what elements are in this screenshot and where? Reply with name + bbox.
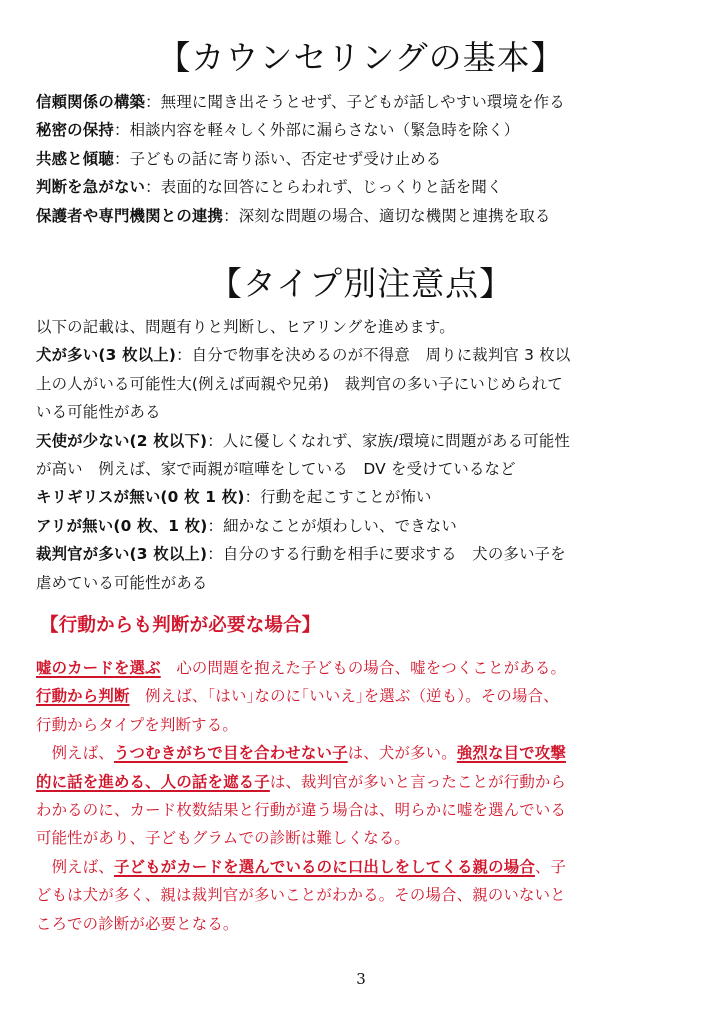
type-term: 犬が多い(3 枚以上)	[36, 346, 177, 365]
behavior-paragraph	[36, 682, 682, 710]
type-term: 天使が少ない(2 枚以下)	[36, 431, 208, 450]
behavior-paragraph	[36, 739, 682, 767]
behavior-term: 嘘のカードを選ぶ	[36, 659, 161, 677]
page-number: 3	[356, 970, 366, 988]
type-desc: ：細かなことが煩わしい、できない	[207, 516, 457, 535]
behavior-highlight: うつむきがちで目を合わせない子	[113, 744, 348, 763]
basics-term: 秘密の保持	[36, 121, 114, 140]
type-desc: ：行動を起こすことが怖い	[244, 488, 432, 507]
behavior-term: 行動から判断	[36, 687, 130, 706]
behavior-text: わかるのに、カード枚数結果と行動が違う場合は、明らかに嘘を選んでいる	[36, 801, 567, 820]
behavior-paragraph	[36, 654, 682, 682]
behavior-text: 可能性があり、子どもグラムでの診断は難しくなる。	[36, 829, 411, 848]
behavior-paragraph-line	[36, 768, 682, 796]
type-term: 裁判官が多い(3 枚以上)	[36, 545, 208, 564]
type-desc-continued: が高い 例えば、家で両親が喧嘩をしている DV を受けているなど	[36, 460, 516, 479]
type-item-dog	[36, 341, 682, 369]
behavior-text: 例えば、	[36, 744, 114, 763]
separator: ：	[145, 178, 161, 197]
basics-list	[36, 88, 682, 230]
basics-desc: 表面的な回答にとらわれず、じっくりと話を聞く	[160, 178, 503, 197]
behavior-highlight: 強烈な目で攻撃	[456, 744, 566, 763]
behavior-highlight: 的に話を進める、人の話を遮る子	[36, 772, 270, 791]
basics-term: 信頼関係の構築	[36, 93, 146, 111]
type-item-grasshopper	[36, 483, 682, 511]
basics-item	[36, 145, 682, 173]
separator: ：	[113, 149, 130, 168]
type-notes-list	[36, 313, 682, 597]
type-notes-intro: 以下の記載は、問題有りと判断し、ヒアリングを進めます。	[36, 318, 455, 336]
counseling-basics-title: 【カウンセリングの基本】	[157, 38, 565, 77]
type-item-angel	[36, 427, 682, 455]
basics-item	[36, 88, 682, 116]
type-notes-title: 【タイプ別注意点】	[208, 264, 514, 303]
behavior-text: は、犬が多い。	[347, 744, 457, 763]
basics-desc: 相談内容を軽々しく外部に漏らさない（緊急時を除く）	[129, 121, 520, 140]
type-desc-continued: いる可能性がある	[36, 403, 161, 422]
behavior-text: 例えば、	[36, 857, 114, 876]
basics-term: 共感と傾聴	[36, 149, 114, 168]
type-term: アリが無い(0 枚、1 枚)	[36, 516, 208, 535]
separator: ：	[223, 206, 239, 225]
basics-term: 保護者や専門機関との連携	[36, 206, 224, 225]
behavior-text: 例えば、｢はい｣なのに｢いいえ｣を選ぶ（逆も）。その場合、	[129, 687, 559, 706]
separator: ：	[113, 121, 130, 140]
behavior-highlight: 子どもがカードを選んでいるのに口出しをしてくる親の場合	[113, 857, 535, 876]
type-item-ant	[36, 512, 682, 540]
type-desc-continued: 上の人がいる可能性大(例えば両親や兄弟) 裁判官の多い子にいじめられて	[36, 374, 563, 393]
basics-item	[36, 116, 682, 144]
type-desc: ：自分のする行動を相手に要求する 犬の多い子を	[207, 545, 566, 564]
basics-desc: 子どもの話に寄り添い、否定せず受け止める	[129, 149, 442, 168]
behavior-text: ころでの診断が必要となる。	[36, 914, 239, 933]
type-desc: ：人に優しくなれず、家族/環境に問題がある可能性	[207, 431, 571, 450]
behavior-text: は、裁判官が多いと言ったことが行動から	[269, 772, 567, 791]
basics-desc: 無理に聞き出そうとせず、子どもが話しやすい環境を作る	[160, 93, 565, 111]
behavior-body	[36, 654, 682, 938]
behavior-paragraph	[36, 853, 682, 881]
behavior-text: どもは犬が多く、親は裁判官が多いことがわかる。その場合、親のいないと	[36, 886, 566, 905]
type-desc-continued: 虐めている可能性がある	[36, 573, 208, 592]
type-term: キリギリスが無い(0 枚 1 枚)	[36, 488, 245, 507]
type-desc: ：自分で物事を決めるのが不得意 周りに裁判官 3 枚以	[176, 346, 571, 365]
type-item-judge	[36, 540, 682, 568]
separator: ：	[145, 93, 161, 111]
behavior-text: 行動からタイプを判断する。	[36, 715, 238, 734]
behavior-heading: 【行動からも判断が必要な場合】	[40, 615, 321, 636]
behavior-text: 、子	[534, 857, 567, 876]
behavior-text: 心の問題を抱えた子どもの場合、嘘をつくことがある。	[160, 659, 567, 677]
basics-item	[36, 173, 682, 201]
basics-desc: 深刻な問題の場合、適切な機関と連携を取る	[238, 206, 551, 225]
basics-term: 判断を急がない	[36, 178, 146, 197]
basics-item	[36, 202, 682, 230]
